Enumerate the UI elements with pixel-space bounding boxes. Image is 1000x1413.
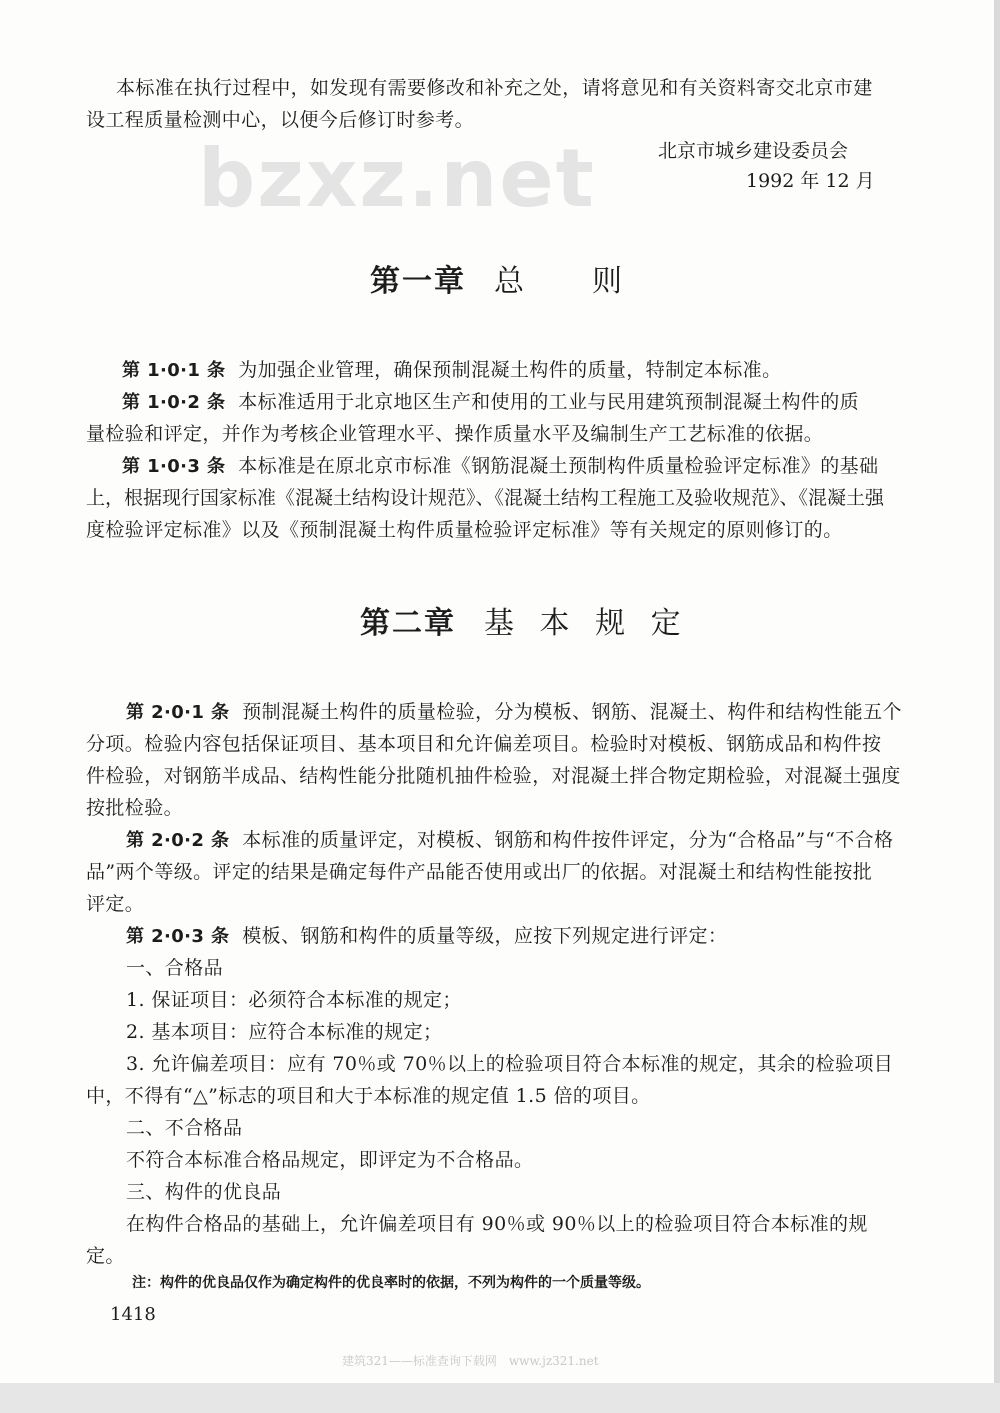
article-text: 模板、钢筋和构件的质量等级，应按下列规定进行评定： bbox=[242, 925, 728, 947]
section-text: 不符合本标准合格品规定，即评定为不合格品。 bbox=[126, 1149, 534, 1171]
article-label: 第 1·0·3 条 bbox=[122, 456, 226, 477]
article-1-0-1 bbox=[122, 358, 781, 383]
scan-edge bbox=[994, 0, 1000, 1413]
chapter-number: 第二章 bbox=[360, 606, 456, 641]
list-item: 2. 基本项目：应符合本标准的规定； bbox=[126, 1021, 443, 1043]
article-label: 第 2·0·1 条 bbox=[126, 702, 230, 723]
article-label: 第 2·0·2 条 bbox=[126, 830, 230, 851]
issuer: 北京市城乡建设委员会 bbox=[658, 140, 849, 162]
article-text: 件检验，对钢筋半成品、结构性能分批随机抽件检验，对混凝土拌合物定期检验，对混凝土强度 bbox=[86, 765, 901, 787]
preface-line: 本标准在执行过程中，如发现有需要修改和补充之处，请将意见和有关资料寄交北京市建 bbox=[116, 77, 873, 99]
article-text: 度检验评定标准》以及《预制混凝土构件质量检验评定标准》等有关规定的原则修订的。 bbox=[86, 519, 843, 541]
article-label: 第 1·0·2 条 bbox=[122, 392, 226, 413]
chapter-title bbox=[360, 598, 689, 642]
article-text: 本标准的质量评定，对模板、钢筋和构件按件评定，分为“合格品”与“不合格 bbox=[242, 829, 894, 851]
article-text: 上，根据现行国家标准《混凝土结构设计规范》、《混凝土结构工程施工及验收规范》、《混凝土强 bbox=[86, 487, 885, 509]
chapter-title-part: 则 bbox=[592, 264, 630, 299]
list-item: 3. 允许偏差项目：应有 70％或 70％以上的检验项目符合本标准的规定，其余的检验项目 bbox=[126, 1053, 894, 1075]
article-2-0-2 bbox=[126, 828, 893, 853]
chapter-title-part: 基 本 规 定 bbox=[484, 606, 689, 641]
chapter-title bbox=[370, 256, 630, 300]
section-text: 定。 bbox=[86, 1245, 125, 1267]
article-text: 品”两个等级。评定的结果是确定每件产品能否使用或出厂的依据。对混凝土和结构性能按批 bbox=[86, 861, 873, 883]
article-label: 第 2·0·3 条 bbox=[126, 926, 230, 947]
article-text: 分项。检验内容包括保证项目、基本项目和允许偏差项目。检验时对模板、钢筋成品和构件按 bbox=[86, 733, 882, 755]
article-2-0-1 bbox=[126, 700, 902, 725]
watermark: bzxz.net bbox=[198, 132, 596, 225]
article-text: 本标准适用于北京地区生产和使用的工业与民用建筑预制混凝土构件的质 bbox=[238, 391, 860, 413]
article-1-0-2 bbox=[122, 390, 859, 415]
chapter-number: 第一章 bbox=[370, 264, 466, 299]
article-text: 按批检验。 bbox=[86, 797, 184, 819]
chapter-title-part: 总 bbox=[494, 264, 532, 299]
article-label: 第 1·0·1 条 bbox=[122, 360, 226, 381]
article-2-0-3 bbox=[126, 924, 727, 949]
issue-date: 1992 年 12 月 bbox=[746, 170, 875, 192]
footnote: 注：构件的优良品仅作为确定构件的优良率时的依据，不列为构件的一个质量等级。 bbox=[132, 1275, 650, 1291]
section-heading: 三、构件的优良品 bbox=[126, 1181, 282, 1203]
section-heading: 一、合格品 bbox=[126, 957, 224, 979]
list-item: 1. 保证项目：必须符合本标准的规定； bbox=[126, 989, 462, 1011]
article-text: 量检验和评定，并作为考核企业管理水平、操作质量水平及编制生产工艺标准的依据。 bbox=[86, 423, 824, 445]
scan-bottom-band bbox=[0, 1383, 1000, 1413]
site-footer: 建筑321——标准查询下载网 www.jz321.net bbox=[342, 1354, 599, 1368]
section-heading: 二、不合格品 bbox=[126, 1117, 243, 1139]
article-text: 为加强企业管理，确保预制混凝土构件的质量，特制定本标准。 bbox=[238, 359, 782, 381]
article-text: 预制混凝土构件的质量检验，分为模板、钢筋、混凝土、构件和结构性能五个 bbox=[242, 701, 902, 723]
article-text: 评定。 bbox=[86, 893, 145, 915]
article-1-0-3 bbox=[122, 454, 878, 479]
list-item-continued: 中，不得有“△”标志的项目和大于本标准的规定值 1.5 倍的项目。 bbox=[86, 1085, 651, 1107]
preface-line: 设工程质量检测中心，以便今后修订时参考。 bbox=[86, 109, 475, 131]
article-text: 本标准是在原北京市标准《钢筋混凝土预制构件质量检验评定标准》的基础 bbox=[238, 455, 879, 477]
section-text: 在构件合格品的基础上，允许偏差项目有 90％或 90％以上的检验项目符合本标准的规 bbox=[126, 1213, 868, 1235]
page-number: 1418 bbox=[110, 1304, 156, 1325]
